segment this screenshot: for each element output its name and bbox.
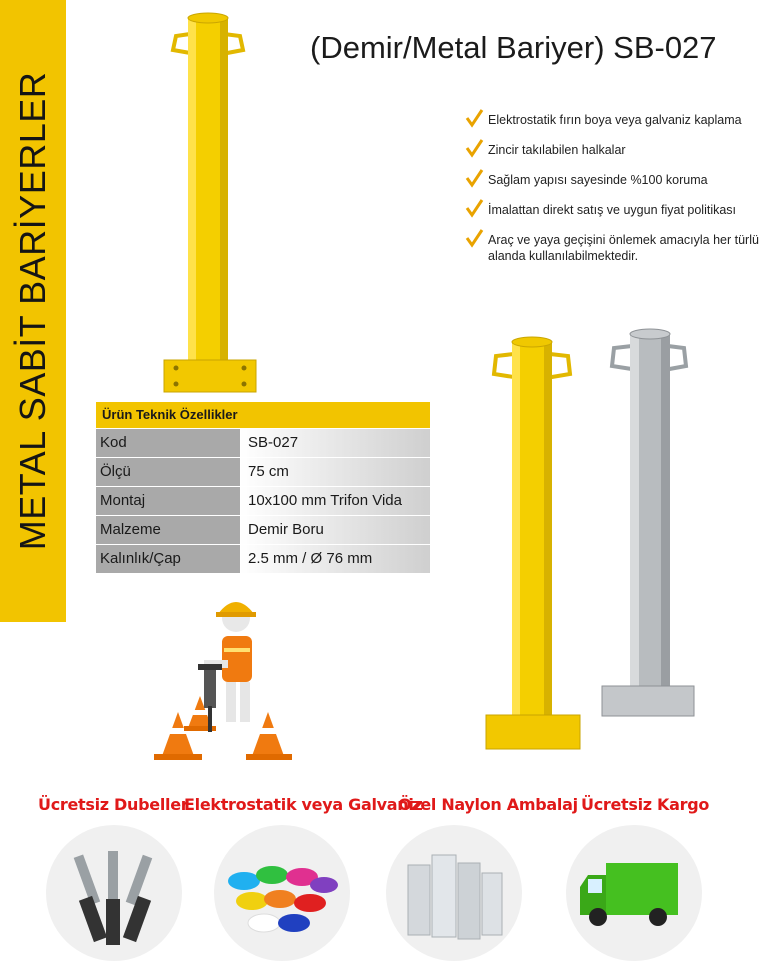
spec-row	[96, 545, 430, 573]
check-icon	[464, 198, 484, 218]
galvanized-bollard-image	[598, 322, 698, 720]
check-icon	[464, 108, 484, 128]
feature-item	[464, 172, 764, 188]
spec-value: 75 cm	[240, 458, 430, 486]
spec-key: Kalınlık/Çap	[96, 545, 240, 573]
spec-value: Demir Boru	[240, 516, 430, 544]
spec-table-header: Ürün Teknik Özellikler	[96, 402, 430, 428]
bottom-label: Ücretsiz Dubeller	[38, 795, 189, 814]
feature-text: Sağlam yapısı sayesinde %100 koruma	[488, 173, 708, 187]
spec-key: Montaj	[96, 487, 240, 515]
spec-table	[96, 402, 430, 573]
dowel-screws-icon	[46, 825, 182, 961]
spec-row	[96, 487, 430, 515]
spec-value: 2.5 mm / Ø 76 mm	[240, 545, 430, 573]
page-title: (Demir/Metal Bariyer) SB-027	[310, 30, 717, 65]
feature-text: İmalattan direkt satış ve uygun fiyat politikası	[488, 203, 737, 217]
spec-key: Ölçü	[96, 458, 240, 486]
feature-text: Zincir takılabilen halkalar	[488, 143, 626, 157]
nylon-rolls-icon	[386, 825, 522, 961]
feature-text: Araç ve yaya geçişini önlemek amacıyla her türlü alanda kullanılabilmektedir.	[488, 233, 759, 263]
bottom-label: Elektrostatik veya Galvaniz	[184, 795, 423, 814]
spec-value: 10x100 mm Trifon Vida	[240, 487, 430, 515]
bottom-label: Ücretsiz Kargo	[581, 795, 710, 814]
spec-key: Kod	[96, 429, 240, 457]
delivery-truck-icon	[566, 825, 702, 961]
yellow-bollard-image	[480, 330, 592, 752]
feature-item	[464, 112, 764, 128]
spec-value: SB-027	[240, 429, 430, 457]
side-band	[0, 0, 66, 622]
feature-item	[464, 142, 764, 158]
worker-illustration	[148, 588, 300, 768]
bottom-label: Özel Naylon Ambalaj	[398, 795, 578, 814]
spec-row	[96, 458, 430, 486]
feature-text: Elektrostatik fırın boya veya galvaniz kaplama	[488, 113, 742, 127]
feature-item	[464, 232, 764, 264]
powder-paint-icon	[214, 825, 350, 961]
check-icon	[464, 168, 484, 188]
feature-list	[464, 112, 764, 278]
side-title: METAL SABİT BARİYERLER	[12, 71, 53, 551]
spec-row	[96, 516, 430, 544]
feature-item	[464, 202, 764, 218]
check-icon	[464, 138, 484, 158]
check-icon	[464, 228, 484, 248]
spec-row	[96, 429, 430, 457]
spec-key: Malzeme	[96, 516, 240, 544]
yellow-bollard-image	[160, 10, 260, 394]
